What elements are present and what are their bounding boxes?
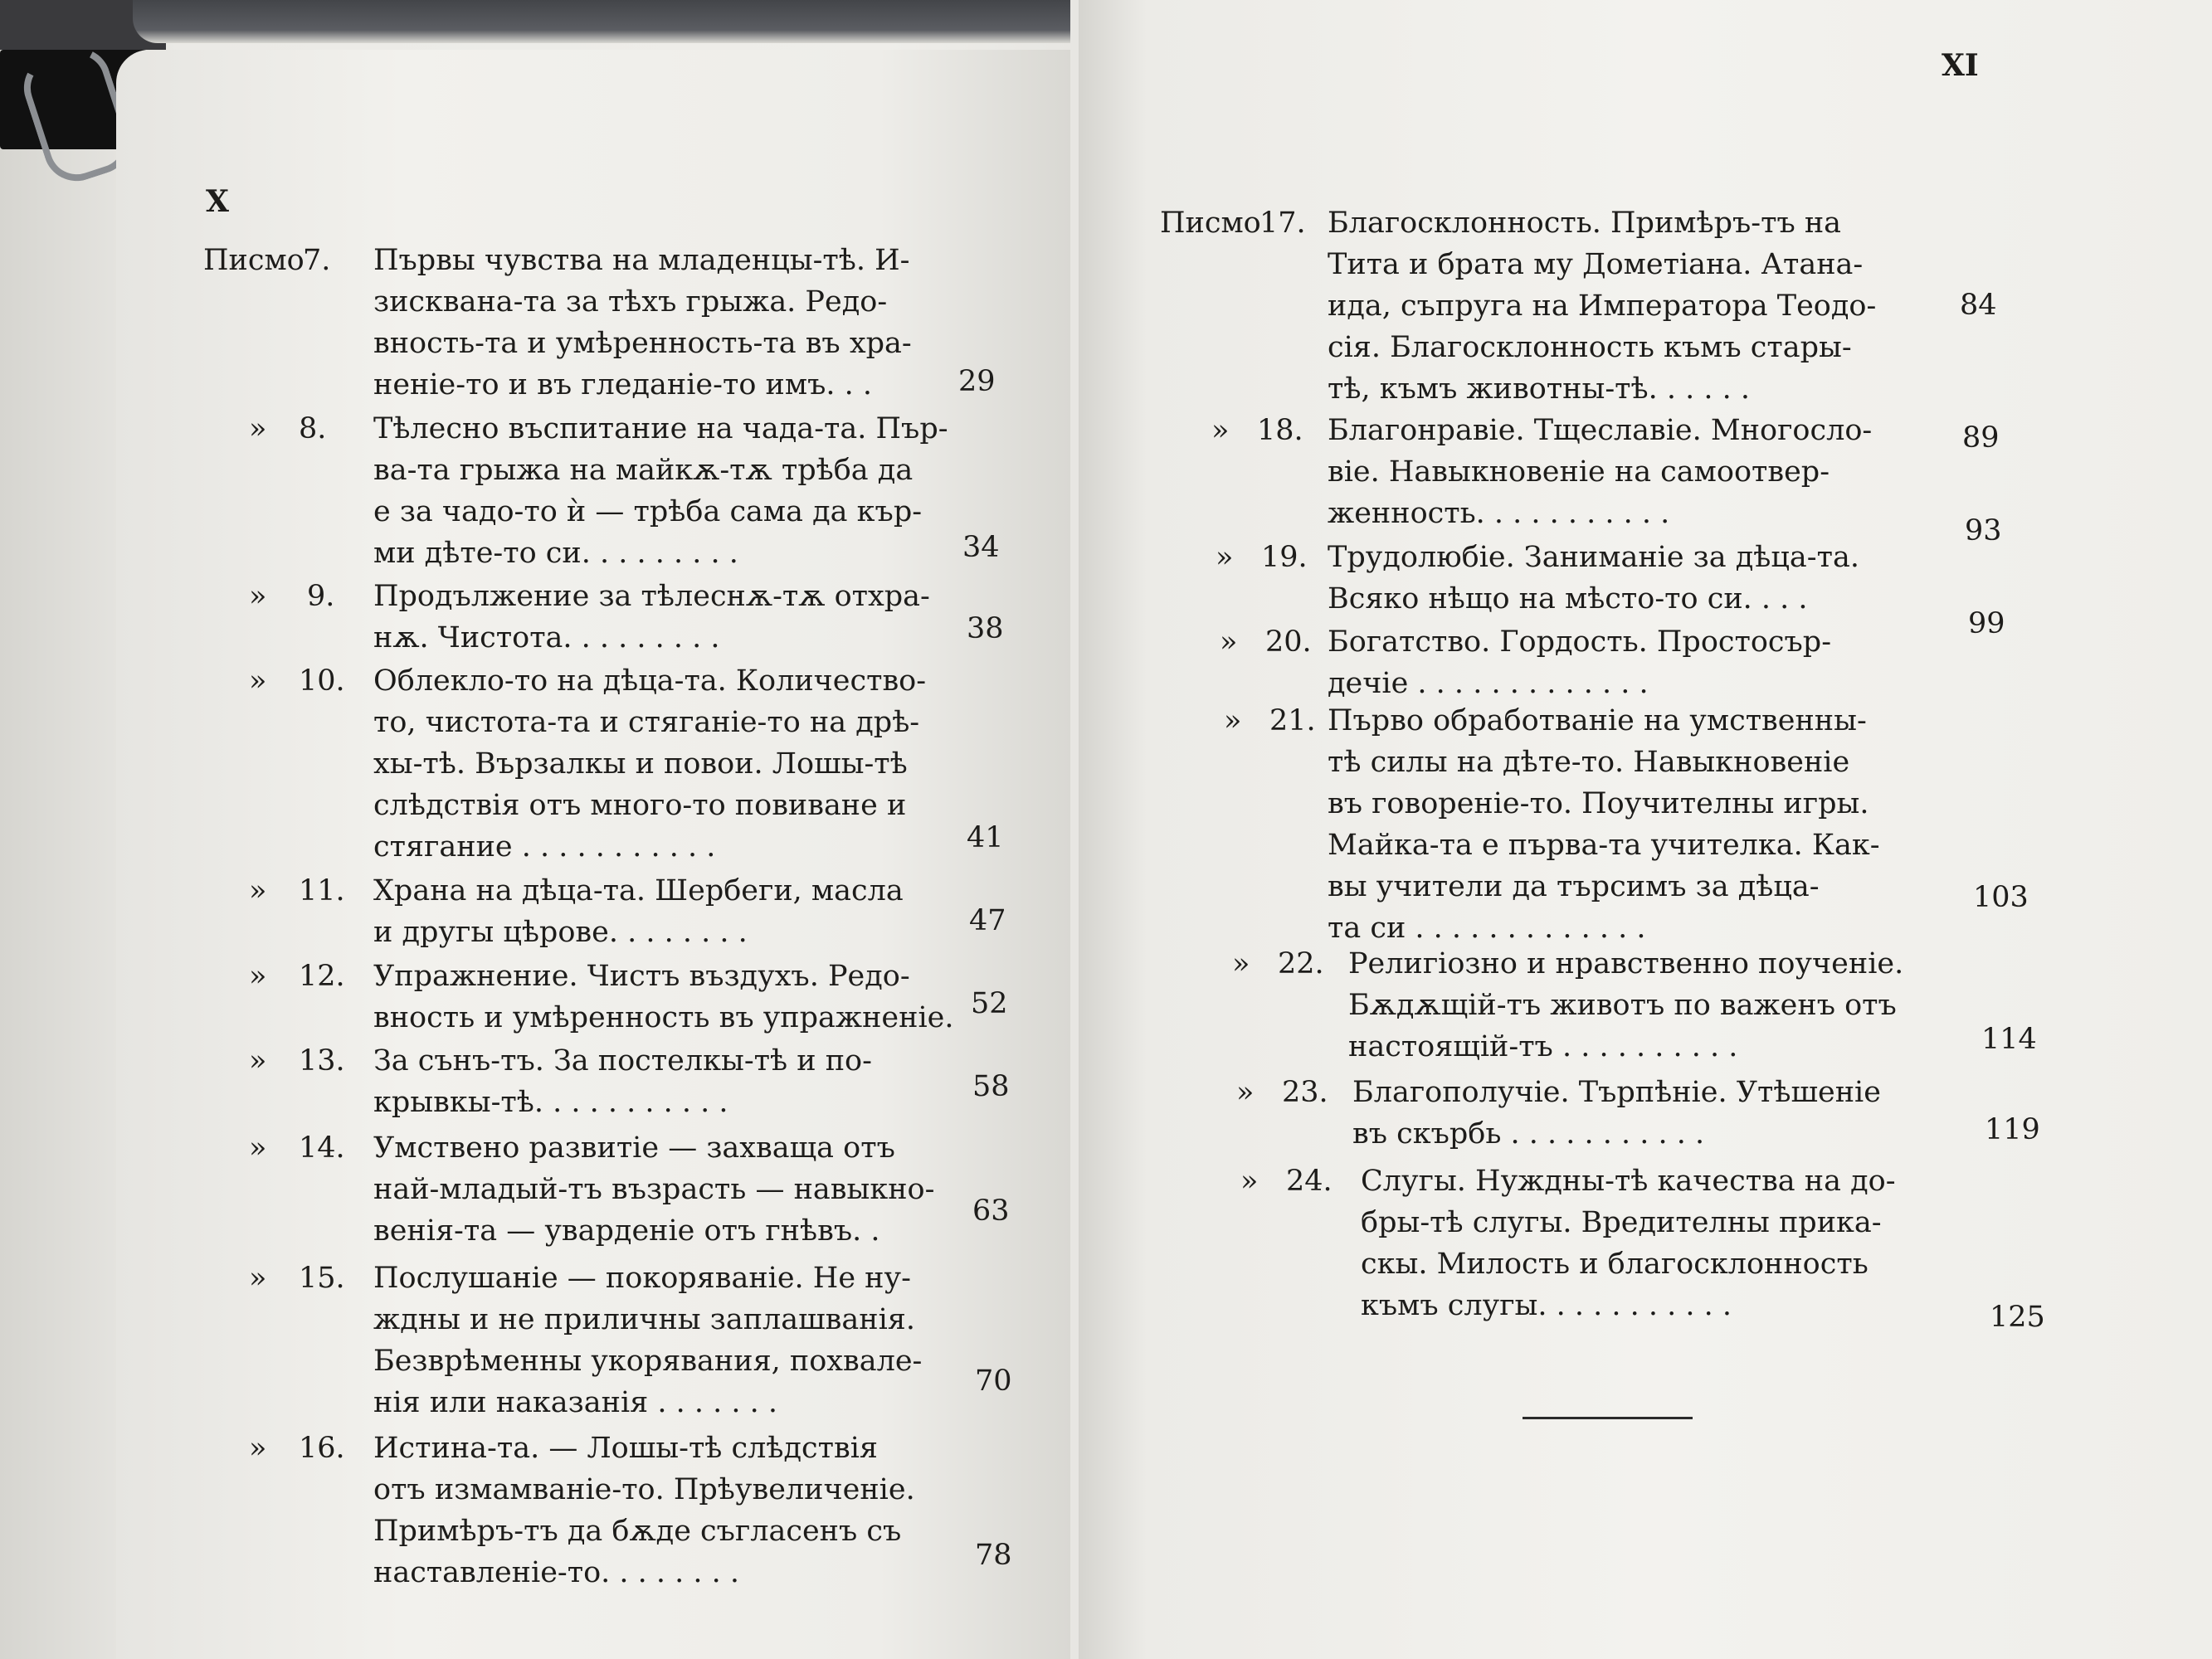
toc-page-15: 70: [975, 1365, 1012, 1398]
toc-page-12: 52: [971, 987, 1008, 1020]
toc-entry-15-text: Послушаніе — покоряваніе. Не ну- ждны и не приличны заплашванія. Безврѣменны укорявания, похвале- нія или наказанія . . . . . . .: [373, 1262, 923, 1419]
toc-entry-17-text: Благосклонность. Примѣръ-тъ на Тита и брата му Дометіана. Атана- ида, съпруга на Императора Теодо- сія. Благосклонность къмъ стары- тѣ, къмъ животны-тѣ. . . . . .: [1328, 207, 1877, 406]
toc-entry-17: Писмо17.: [1160, 207, 1306, 240]
toc-entry-14: » 14.: [249, 1131, 345, 1165]
toc-entry-9-text: Продължение за тѣлеснѫ-тѫ отхра- нѫ. Чистота. . . . . . . . .: [373, 580, 930, 654]
toc-page-21: 103: [1973, 881, 2029, 914]
right-page-number: XI: [1942, 48, 1979, 83]
toc-entry-20: » 20.: [1220, 625, 1312, 659]
toc-page-20: 99: [1968, 607, 2005, 640]
toc-entry-9: » 9.: [249, 580, 335, 613]
toc-entry-20-text: Богатство. Гордость. Простосър- дечіе . . . . . . . . . . . . .: [1328, 625, 1832, 700]
toc-entry-18: » 18.: [1211, 414, 1303, 447]
toc-page-7: 29: [958, 365, 996, 398]
toc-entry-14-text: Умствено развитіе — захваща отъ най-младый-тъ възрасть — навыкно- венія-та — уварденіе отъ гнѣвъ. .: [373, 1131, 935, 1248]
section-end-rule: [1523, 1417, 1693, 1419]
toc-entry-21-text: Първо обработваніе на умственны- тѣ силы на дѣте-то. Навыкновеніе въ говореніе-то. Поучителны игры. Майка-та е първа-та учителка. Как- вы учители да търсимъ за дѣца- та си . . . . . . . . . . . . .: [1328, 704, 1880, 945]
toc-entry-18-text: Благонравіе. Тщеславіе. Многосло- віе. Навыкновеніе на самоотвер- женность. . . . . . . . . . .: [1328, 414, 1873, 530]
toc-entry-10-text: Облекло-то на дѣца-та. Количество- то, чистота-та и стяганіе-то на дрѣ- хы-тѣ. Вързалкы и повои. Лошы-тѣ слѣдствія отъ много-то повиване и стягание . . . . . . . . . . .: [373, 664, 927, 864]
toc-page-14: 63: [972, 1194, 1010, 1228]
left-page-number: X: [206, 184, 229, 219]
toc-entry-15: » 15.: [249, 1262, 345, 1295]
toc-entry-12-text: Упражнение. Чистъ въздухъ. Редо- вность и умѣренность въ упражненіе.: [373, 960, 954, 1034]
toc-entry-19: » 19.: [1216, 541, 1308, 574]
toc-page-22: 114: [1981, 1023, 2037, 1056]
toc-entry-8: » 8.: [249, 412, 327, 445]
toc-entry-22: » 22.: [1232, 947, 1324, 980]
toc-page-24: 125: [1990, 1301, 2045, 1334]
toc-entry-22-text: Религіозно и нравственно поученіе. Бѫдѫщій-тъ животъ по важенъ отъ настоящій-тъ . . . . . . . . . .: [1348, 947, 1904, 1063]
toc-page-8: 34: [962, 531, 1000, 564]
toc-entry-10: » 10.: [249, 664, 345, 698]
toc-page-18: 89: [1962, 421, 2000, 455]
toc-entry-16: » 16.: [249, 1432, 345, 1465]
toc-entry-23-text: Благополучіе. Търпѣніе. Утѣшеніе въ скърбь . . . . . . . . . . .: [1352, 1076, 1881, 1151]
toc-entry-13-text: За сънъ-тъ. За постелкы-тѣ и по- крывкы-тѣ. . . . . . . . . . .: [373, 1044, 872, 1119]
toc-entry-11: » 11.: [249, 874, 345, 907]
toc-page-17: 84: [1960, 289, 1997, 322]
toc-entry-24-text: Слугы. Нуждны-тѣ качества на до- бры-тѣ слугы. Вредителны прика- скы. Милость и благосклонность къмъ слугы. . . . . . . . . . .: [1361, 1165, 1896, 1322]
toc-entry-8-text: Тѣлесно въспитание на чада-та. Пър- ва-та грыжа на майкѫ-тѫ трѣба да е за чадо-то ѝ — трѣба сама да кър- ми дѣте-то си. . . . . . . . .: [373, 412, 948, 570]
toc-entry-16-text: Истина-та. — Лошы-тѣ слѣдствія отъ измамваніе-то. Прѣувеличеніе. Примѣръ-тъ да бѫде съгласенъ съ наставленіе-то. . . . . . . .: [373, 1432, 915, 1589]
toc-page-13: 58: [972, 1070, 1010, 1103]
toc-entry-24: » 24.: [1240, 1165, 1333, 1198]
toc-page-16: 78: [975, 1539, 1012, 1572]
toc-page-23: 119: [1985, 1113, 2040, 1146]
toc-page-10: 41: [967, 821, 1004, 854]
toc-page-9: 38: [967, 612, 1004, 645]
toc-entry-11-text: Храна на дѣца-та. Шербеги, масла и другы цѣрове. . . . . . . .: [373, 874, 904, 949]
toc-entry-7-text: Първы чувства на младенцы-тѣ. И- зисквана-та за тѣхъ грыжа. Редо- вность-та и умѣренность-та въ хра- неніе-то и въ гледаніе-то имъ. . .: [373, 244, 912, 401]
toc-entry-12: » 12.: [249, 960, 345, 993]
toc-page-19: 93: [1965, 514, 2002, 547]
toc-entry-23: » 23.: [1236, 1076, 1328, 1109]
toc-entry-21: » 21.: [1224, 704, 1316, 737]
book-top-edge: [133, 0, 1070, 43]
toc-entry-13: » 13.: [249, 1044, 345, 1078]
toc-entry-7: Писмо7.: [203, 244, 331, 277]
toc-entry-19-text: Трудолюбіе. Заниманіе за дѣца-та. Всяко нѣщо на мѣсто-то си. . . .: [1328, 541, 1859, 615]
toc-page-11: 47: [969, 904, 1006, 937]
